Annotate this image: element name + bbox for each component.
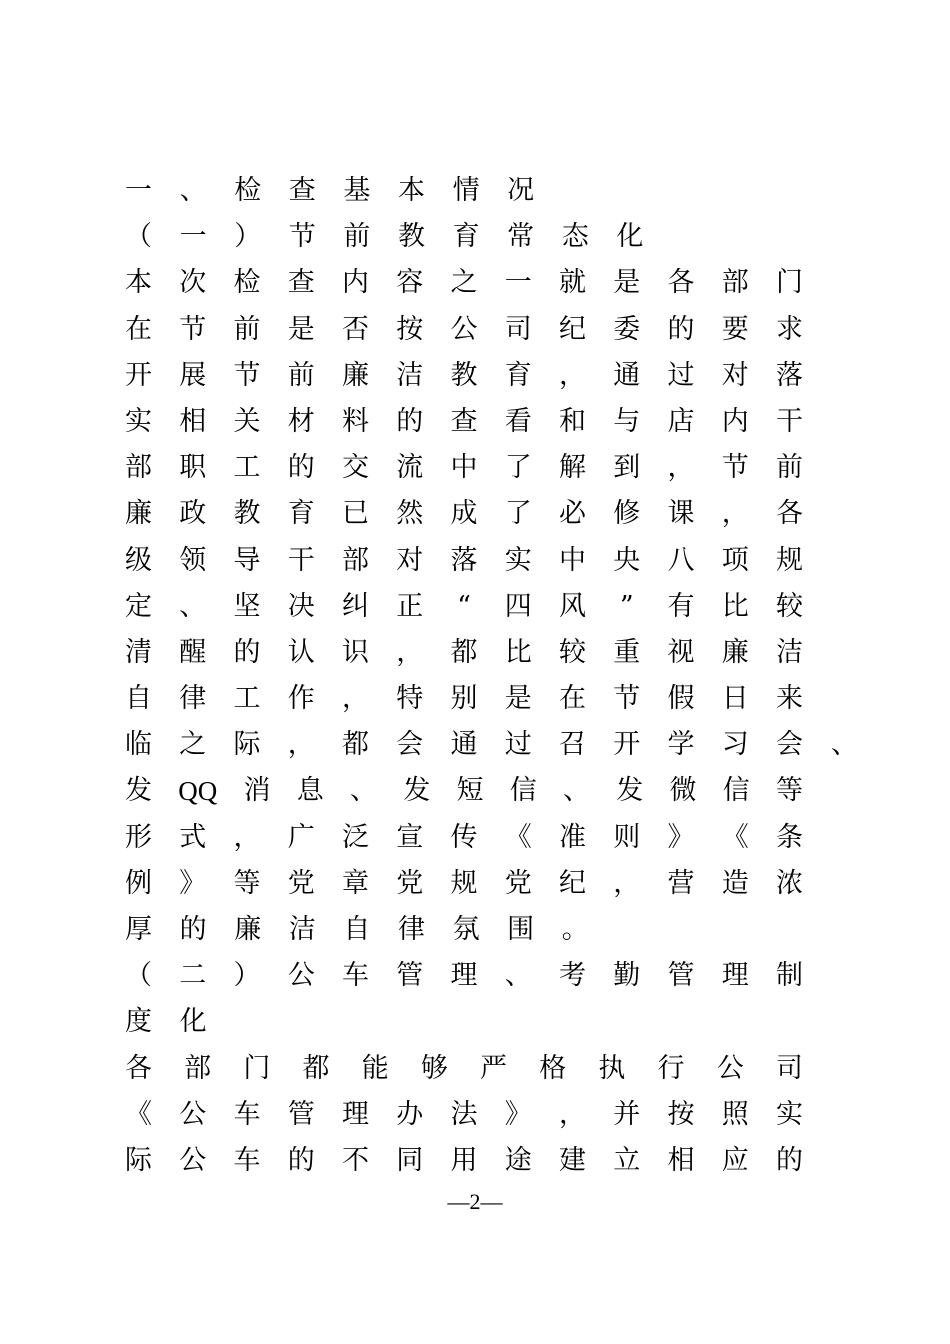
text-char: 严: [480, 1052, 508, 1084]
text-char: 消: [243, 775, 271, 807]
text-char: 形: [125, 821, 152, 853]
text-char: 洁: [288, 914, 316, 945]
text-line: [125, 538, 803, 584]
text-char: 条: [776, 821, 803, 853]
text-char: 自: [343, 914, 371, 945]
text-line: [125, 353, 803, 399]
text-char: 理: [450, 960, 478, 992]
text-char: 等: [233, 867, 261, 899]
text-char: 会: [776, 729, 803, 761]
text-char: 查: [288, 175, 316, 206]
text-char: 浓: [776, 867, 803, 899]
text-char: 化: [616, 221, 644, 253]
text-char: 认: [287, 636, 315, 668]
text-char: 一: [125, 175, 152, 206]
text-char: ，: [287, 729, 315, 761]
text-char: QQ: [178, 776, 218, 807]
text-char: 实: [125, 405, 152, 437]
text-char: 材: [287, 405, 315, 437]
text-char: 四: [504, 590, 532, 622]
text-char: 流: [396, 452, 424, 484]
text-char: 看: [504, 405, 532, 437]
text-char: 、: [179, 175, 207, 206]
text-char: 的: [179, 914, 207, 945]
text-char: 一: [179, 221, 207, 253]
text-char: 正: [396, 590, 424, 622]
text-char: 否: [342, 313, 369, 345]
text-char: 实: [776, 1098, 803, 1130]
text-char: 立: [613, 1144, 641, 1176]
text-char: 各: [776, 498, 803, 530]
text-char: 级: [125, 544, 152, 576]
text-line: [125, 399, 803, 445]
text-char: 定: [125, 590, 152, 622]
text-line: [125, 907, 803, 953]
text-char: 各: [125, 1052, 152, 1084]
text-char: 部: [342, 544, 369, 576]
text-char: 围: [507, 914, 535, 945]
text-char: 干: [287, 544, 315, 576]
text-char: 则: [613, 821, 641, 853]
text-char: 发: [616, 775, 644, 807]
text-line: [125, 953, 803, 999]
text-char: 》: [504, 1098, 532, 1130]
text-char: 执: [598, 1052, 626, 1084]
text-char: 并: [613, 1098, 641, 1130]
text-line: [125, 722, 858, 768]
text-char: 信: [509, 775, 537, 807]
text-char: 决: [287, 590, 315, 622]
text-line: [125, 491, 803, 537]
text-char: 车: [233, 1098, 261, 1130]
text-char: 式: [179, 821, 207, 853]
text-char: 会: [396, 729, 424, 761]
text-char: 规: [450, 867, 478, 899]
text-char: ”: [619, 590, 634, 622]
text-char: 等: [776, 775, 803, 807]
text-char: 车: [342, 960, 369, 992]
text-char: 、: [179, 590, 207, 622]
text-line: [125, 260, 803, 306]
text-char: 工: [233, 683, 261, 715]
text-char: 《: [721, 821, 749, 853]
text-char: 司: [504, 313, 532, 345]
text-char: 就: [559, 267, 586, 299]
text-char: 管: [287, 1098, 315, 1130]
text-char: 学: [667, 729, 695, 761]
text-line: [125, 676, 803, 722]
text-char: 中: [559, 544, 586, 576]
text-char: 际: [125, 1144, 152, 1176]
text-char: 车: [233, 1144, 261, 1176]
text-char: 店: [667, 405, 695, 437]
text-char: ，: [233, 821, 261, 853]
text-char: 临: [125, 729, 152, 761]
text-char: 厚: [125, 914, 152, 945]
text-char: 化: [179, 1006, 207, 1038]
text-char: 章: [342, 867, 369, 899]
text-line: [125, 815, 803, 861]
text-char: 管: [667, 960, 695, 992]
text-char: 》: [667, 821, 695, 853]
text-char: 八: [667, 544, 695, 576]
text-char: 在: [125, 313, 152, 345]
text-char: 和: [559, 405, 586, 437]
text-char: 《: [504, 821, 532, 853]
text-char: 部: [721, 267, 749, 299]
text-line: [125, 445, 803, 491]
text-char: 节: [233, 359, 261, 391]
text-char: 能: [361, 1052, 389, 1084]
text-char: 的: [667, 313, 695, 345]
text-char: 公: [716, 1052, 744, 1084]
text-char: 领: [179, 544, 207, 576]
text-char: 常: [507, 221, 535, 253]
text-char: 司: [775, 1052, 803, 1084]
text-char: 到: [613, 452, 641, 484]
text-char: 育: [287, 498, 315, 530]
text-char-overhang: 、: [831, 729, 858, 761]
text-char: 较: [776, 590, 803, 622]
text-char: 要: [721, 313, 749, 345]
text-char: 洁: [396, 359, 424, 391]
text-char: 规: [776, 544, 803, 576]
text-char: 法: [450, 1098, 478, 1130]
text-char: ，: [559, 359, 586, 391]
text-char: 查: [450, 405, 478, 437]
text-char: 日: [721, 683, 749, 715]
text-char: 前: [287, 359, 315, 391]
text-char: 召: [559, 729, 586, 761]
text-char: 过: [504, 729, 532, 761]
text-line: [125, 999, 803, 1045]
text-char: 的: [287, 1144, 315, 1176]
text-char: 交: [342, 452, 369, 484]
text-char: 开: [613, 729, 641, 761]
text-char: 广: [287, 821, 315, 853]
text-line: [125, 1046, 803, 1092]
text-char: 课: [667, 498, 695, 530]
text-char: 风: [559, 590, 586, 622]
text-char: 习: [721, 729, 749, 761]
text-line: [125, 307, 803, 353]
text-char: 理: [342, 1098, 369, 1130]
text-char: 的: [776, 1144, 803, 1176]
text-char: 必: [559, 498, 586, 530]
text-char: 教: [233, 498, 261, 530]
text-char: 际: [233, 729, 261, 761]
text-char: 况: [507, 175, 535, 206]
text-char: 育: [504, 359, 532, 391]
text-char: 公: [179, 1098, 207, 1130]
text-char: ，: [721, 498, 749, 530]
text-char: 基: [343, 175, 371, 206]
text-char: 公: [287, 960, 315, 992]
text-char: 在: [559, 683, 586, 715]
text-char: 途: [504, 1144, 532, 1176]
text-char: 发: [403, 775, 431, 807]
text-char: 、: [350, 775, 377, 807]
text-char: ，: [667, 452, 695, 484]
text-char: 政: [179, 498, 207, 530]
text-char: 。: [561, 914, 589, 945]
text-char: 按: [667, 1098, 695, 1130]
text-char: 用: [450, 1144, 478, 1176]
text-char: 勤: [613, 960, 641, 992]
text-char: 解: [559, 452, 586, 484]
text-char: 内: [342, 267, 369, 299]
text-char: 重: [613, 636, 641, 668]
text-char: 与: [613, 405, 641, 437]
text-char: 管: [396, 960, 424, 992]
text-char: 比: [721, 590, 749, 622]
text-char: 度: [125, 1006, 152, 1038]
text-char: 通: [613, 359, 641, 391]
text-char: 了: [504, 498, 532, 530]
text-char: 有: [667, 590, 695, 622]
text-char: 实: [504, 544, 532, 576]
text-char: 对: [721, 359, 749, 391]
text-char: 都: [450, 636, 478, 668]
text-char: 是: [613, 267, 641, 299]
text-char: 节: [721, 452, 749, 484]
text-char: 料: [342, 405, 369, 437]
text-char: 、: [504, 960, 532, 992]
text-char: 党: [504, 867, 532, 899]
text-char: 息: [296, 775, 324, 807]
text-char: 泛: [342, 821, 369, 853]
text-char: 按: [396, 313, 424, 345]
text-char: 求: [776, 313, 803, 345]
text-char: 纪: [559, 867, 586, 899]
text-char: 律: [397, 914, 425, 945]
text-char: 修: [613, 498, 641, 530]
text-char: 不: [342, 1144, 369, 1176]
text-char: 《: [125, 1098, 152, 1130]
text-char: 二: [179, 960, 207, 992]
text-char: 办: [396, 1098, 424, 1130]
text-char: 、: [563, 775, 590, 807]
text-char: 照: [721, 1098, 749, 1130]
page-number: —2—: [447, 1189, 503, 1214]
text-line: [125, 1092, 803, 1138]
text-char: “: [457, 590, 471, 622]
text-char: 教: [450, 359, 478, 391]
text-char: 是: [287, 313, 315, 345]
text-char: 自: [125, 683, 152, 715]
text-char: 的: [396, 405, 424, 437]
text-char: 成: [450, 498, 478, 530]
text-char: 建: [559, 1144, 586, 1176]
text-char: 来: [776, 683, 803, 715]
text-char: 的: [287, 452, 315, 484]
text-char: 部: [125, 452, 152, 484]
text-line: [125, 861, 803, 907]
text-char: 都: [302, 1052, 330, 1084]
text-char: 行: [657, 1052, 685, 1084]
text-char: 比: [504, 636, 532, 668]
text-char: 相: [179, 405, 207, 437]
text-char: 检: [234, 175, 262, 206]
text-char: 信: [722, 775, 750, 807]
text-line: [125, 768, 803, 814]
text-char: 》: [179, 867, 207, 899]
text-char: 工: [233, 452, 261, 484]
text-char: （: [125, 960, 152, 992]
text-char: 门: [243, 1052, 271, 1084]
text-char: 前: [776, 452, 803, 484]
text-char: 委: [613, 313, 641, 345]
text-char: 廉: [342, 359, 369, 391]
body-text: [125, 168, 858, 1184]
text-char: 教: [397, 221, 425, 253]
text-char: 廉: [234, 914, 262, 945]
text-char: 清: [125, 636, 152, 668]
text-char: 对: [396, 544, 424, 576]
text-char: 律: [179, 683, 207, 715]
text-char: 洁: [776, 636, 803, 668]
text-char: 前: [233, 313, 261, 345]
text-char: 纪: [559, 313, 586, 345]
text-char: 一: [504, 267, 532, 299]
text-char: 是: [504, 683, 532, 715]
text-char: 节: [179, 313, 207, 345]
text-char: （: [125, 221, 152, 253]
text-char: ，: [396, 636, 424, 668]
text-char: 党: [287, 867, 315, 899]
text-char: 传: [450, 821, 478, 853]
text-char: 宣: [396, 821, 424, 853]
text-char: 发: [125, 775, 152, 807]
text-char: ）: [234, 221, 262, 253]
text-char: 考: [559, 960, 586, 992]
text-char: 之: [179, 729, 207, 761]
text-char: 中: [450, 452, 478, 484]
text-char: 节: [613, 683, 641, 715]
text-char: ，: [559, 1098, 586, 1130]
text-char: 够: [420, 1052, 448, 1084]
text-char: 制: [776, 960, 803, 992]
text-char: 态: [561, 221, 589, 253]
text-char: 党: [396, 867, 424, 899]
text-char: 育: [452, 221, 480, 253]
text-char: 项: [721, 544, 749, 576]
text-char: 节: [288, 221, 316, 253]
text-char: 部: [184, 1052, 212, 1084]
text-char: 各: [667, 267, 695, 299]
text-char: 格: [539, 1052, 567, 1084]
text-char: 央: [613, 544, 641, 576]
text-line: [125, 1138, 803, 1184]
text-char: 检: [233, 267, 261, 299]
text-char: 微: [669, 775, 697, 807]
text-char: 内: [721, 405, 749, 437]
text-char: 准: [559, 821, 586, 853]
text-char: 例: [125, 867, 152, 899]
text-char: 的: [233, 636, 261, 668]
text-char: 廉: [125, 498, 152, 530]
text-char: 公: [450, 313, 478, 345]
text-char: 都: [342, 729, 369, 761]
text-char: 过: [667, 359, 695, 391]
text-char: 营: [667, 867, 695, 899]
text-char: 短: [456, 775, 484, 807]
text-char: 了: [504, 452, 532, 484]
text-char: 氛: [452, 914, 480, 945]
text-char: 较: [559, 636, 586, 668]
text-char: 特: [396, 683, 424, 715]
text-line: [125, 168, 803, 214]
text-char: ）: [233, 960, 261, 992]
text-char: 已: [342, 498, 369, 530]
text-char: 理: [721, 960, 749, 992]
text-char: 造: [721, 867, 749, 899]
text-line: [125, 584, 803, 630]
text-char: 门: [776, 267, 803, 299]
text-char: 假: [667, 683, 695, 715]
text-char: 识: [342, 636, 369, 668]
text-char: 廉: [721, 636, 749, 668]
text-char: 纠: [342, 590, 369, 622]
text-char: 视: [667, 636, 695, 668]
text-char: 查: [287, 267, 315, 299]
text-char: 通: [450, 729, 478, 761]
text-char: 相: [667, 1144, 695, 1176]
text-char: 展: [179, 359, 207, 391]
text-char: ，: [342, 683, 369, 715]
text-char: 作: [287, 683, 315, 715]
text-char: 本: [397, 175, 425, 206]
text-char: 干: [776, 405, 803, 437]
text-char: 情: [452, 175, 480, 206]
text-char: ，: [613, 867, 641, 899]
text-char: 落: [776, 359, 803, 391]
text-char: 落: [450, 544, 478, 576]
text-char: 次: [179, 267, 207, 299]
text-line: [125, 214, 803, 260]
text-char: 职: [179, 452, 207, 484]
text-char: 关: [233, 405, 261, 437]
text-char: 容: [396, 267, 424, 299]
text-char: 醒: [179, 636, 207, 668]
text-char: 别: [450, 683, 478, 715]
text-char: 公: [179, 1144, 207, 1176]
text-char: 同: [396, 1144, 424, 1176]
text-char: 然: [396, 498, 424, 530]
text-char: 前: [343, 221, 371, 253]
text-char: 之: [450, 267, 478, 299]
text-line: [125, 630, 803, 676]
text-char: 开: [125, 359, 152, 391]
text-char: 导: [233, 544, 261, 576]
text-char: 应: [721, 1144, 749, 1176]
text-char: 坚: [233, 590, 261, 622]
text-char: 本: [125, 267, 152, 299]
